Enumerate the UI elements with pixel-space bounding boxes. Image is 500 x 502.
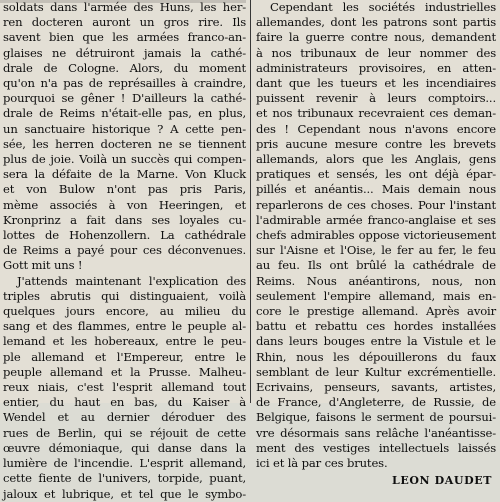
right-line: sur l'Aisne et l'Oise, le fer au fer, le feu xyxy=(256,243,496,258)
right-line: l'admirable armée franco-anglaise et ses xyxy=(256,212,496,227)
author-signature: LEON DAUDET xyxy=(392,474,492,488)
left-line: un sanctuaire historique ? A cette pen- xyxy=(3,121,246,136)
right-line: dans leurs bouges entre la Vistule et le xyxy=(256,334,496,349)
left-line: savent bien que les armées franco-an- xyxy=(3,30,246,45)
right-line: de France, d'Angleterre, de Russie, de xyxy=(256,395,496,410)
left-line: lottes de Hohenzollern. La cathédrale xyxy=(3,228,246,243)
right-line: Ecrivains, penseurs, savants, artistes, xyxy=(256,380,496,395)
right-line: Belgique, faisons le serment de poursui- xyxy=(256,410,496,425)
right-line: Reims. Nous anéantirons, nous, non xyxy=(256,273,496,288)
left-column xyxy=(3,0,246,501)
left-line: ple allemand et l'Empereur, entre le xyxy=(3,349,246,364)
left-line: glaises ne détruiront jamais la cathé- xyxy=(3,45,246,60)
right-line: à nos tribunaux de leur nommer des xyxy=(256,45,496,60)
left-line: peuple allemand et la Prusse. Malheu- xyxy=(3,364,246,379)
left-line: sang et des flammes, entre le peuple al- xyxy=(3,319,246,334)
right-line: au feu. Ils ont brûlé la cathédrale de xyxy=(256,258,496,273)
right-column xyxy=(256,0,496,488)
left-line: plus de joie. Voilà un succès qui compen- xyxy=(3,152,246,167)
left-line: sée, les herren docteren ne se tiennent xyxy=(3,136,246,151)
left-line: qu'on n'a pas de représailles à craindre, xyxy=(3,76,246,91)
right-line: core le prestige allemand. Après avoir xyxy=(256,304,496,319)
right-line: pratiques et sensés, les ont déjà épar- xyxy=(256,167,496,182)
left-line: entier, du haut en bas, du Kaiser à xyxy=(3,395,246,410)
right-line: des ! Cependant nous n'avons encore xyxy=(256,121,496,136)
right-line: seulement l'empire allemand, mais en- xyxy=(256,288,496,303)
left-line: lemand et les hobereaux, entre le peu- xyxy=(3,334,246,349)
right-line: puissent revenir à leurs comptoirs... xyxy=(256,91,496,106)
right-line: battu et rebattu ces hordes installées xyxy=(256,319,496,334)
left-line: lumière de l'incendie. L'esprit allemand, xyxy=(3,456,246,471)
right-line: pris aucune mesure contre les brevets xyxy=(256,136,496,151)
right-line: pillés et anéantis... Mais demain nous xyxy=(256,182,496,197)
left-line: pourquoi se gêner ! D'ailleurs la cathé- xyxy=(3,91,246,106)
right-line: reparlerons de ces choses. Pour l'instant xyxy=(256,197,496,212)
right-line: Rhin, nous les dépouillerons du faux xyxy=(256,349,496,364)
left-line: quelques jours encore, au milieu du xyxy=(3,304,246,319)
right-line: ici et là par ces brutes. xyxy=(256,456,388,471)
left-line: soldats dans l'armée des Huns, les her- xyxy=(3,0,246,14)
right-line: allemandes, dont les patrons sont partis xyxy=(256,15,496,30)
left-line: ren docteren auront un gros rire. Ils xyxy=(3,15,246,30)
left-line: de Reims a payé pour ces déconvenues. xyxy=(3,243,246,258)
left-line: drale de Cologne. Alors, du moment xyxy=(3,60,246,75)
right-line: administrateurs provisoires, en atten- xyxy=(256,60,496,75)
left-line: cette fiente de l'univers, torpide, puant, xyxy=(3,471,246,486)
right-line: semblant de leur Kultur excrémentielle. xyxy=(256,364,496,379)
right-line: dant que les tueurs et les incendiaires xyxy=(256,76,496,91)
right-line: chefs admirables oppose victorieusement xyxy=(256,228,496,243)
left-line: œuvre démoniaque, qui danse dans la xyxy=(3,440,246,455)
left-line: et von Bulow n'ont pas pris Paris, xyxy=(3,182,246,197)
left-line: triples abrutis qui distinguaient, voilà xyxy=(3,288,246,303)
right-line: vre désormais sans relâche l'anéantisse- xyxy=(256,425,496,440)
left-line: jaloux et lubrique, et tel que le symbo- xyxy=(3,486,246,501)
left-line: mème associés à von Heeringen, et xyxy=(3,197,246,212)
left-line: Gott mit uns ! xyxy=(3,258,83,273)
left-line: Wendel et au dernier déroduer des xyxy=(3,410,246,425)
left-line: J'attends maintenant l'explication des xyxy=(17,273,246,288)
right-line: et nos tribunaux recevraient ces deman- xyxy=(256,106,496,121)
left-line: sera la défaite de la Marne. Von Kluck xyxy=(3,167,246,182)
right-line: ment des vestiges intellectuels laissés xyxy=(256,440,496,455)
right-line: allemands, alors que les Anglais, gens xyxy=(256,152,496,167)
left-line: drale de Reims n'était-elle pas, en plus, xyxy=(3,106,246,121)
left-line: rues de Berlin, qui se réjouit de cette xyxy=(3,425,246,440)
right-line: faire la guerre contre nous, demandent xyxy=(256,30,496,45)
right-line: Cependant les sociétés industrielles xyxy=(270,0,496,14)
left-line: reux niais, c'est l'esprit allemand tout xyxy=(3,380,246,395)
column-divider xyxy=(250,0,251,403)
left-line: Kronprinz a fait dans ses loyales cu- xyxy=(3,212,246,227)
